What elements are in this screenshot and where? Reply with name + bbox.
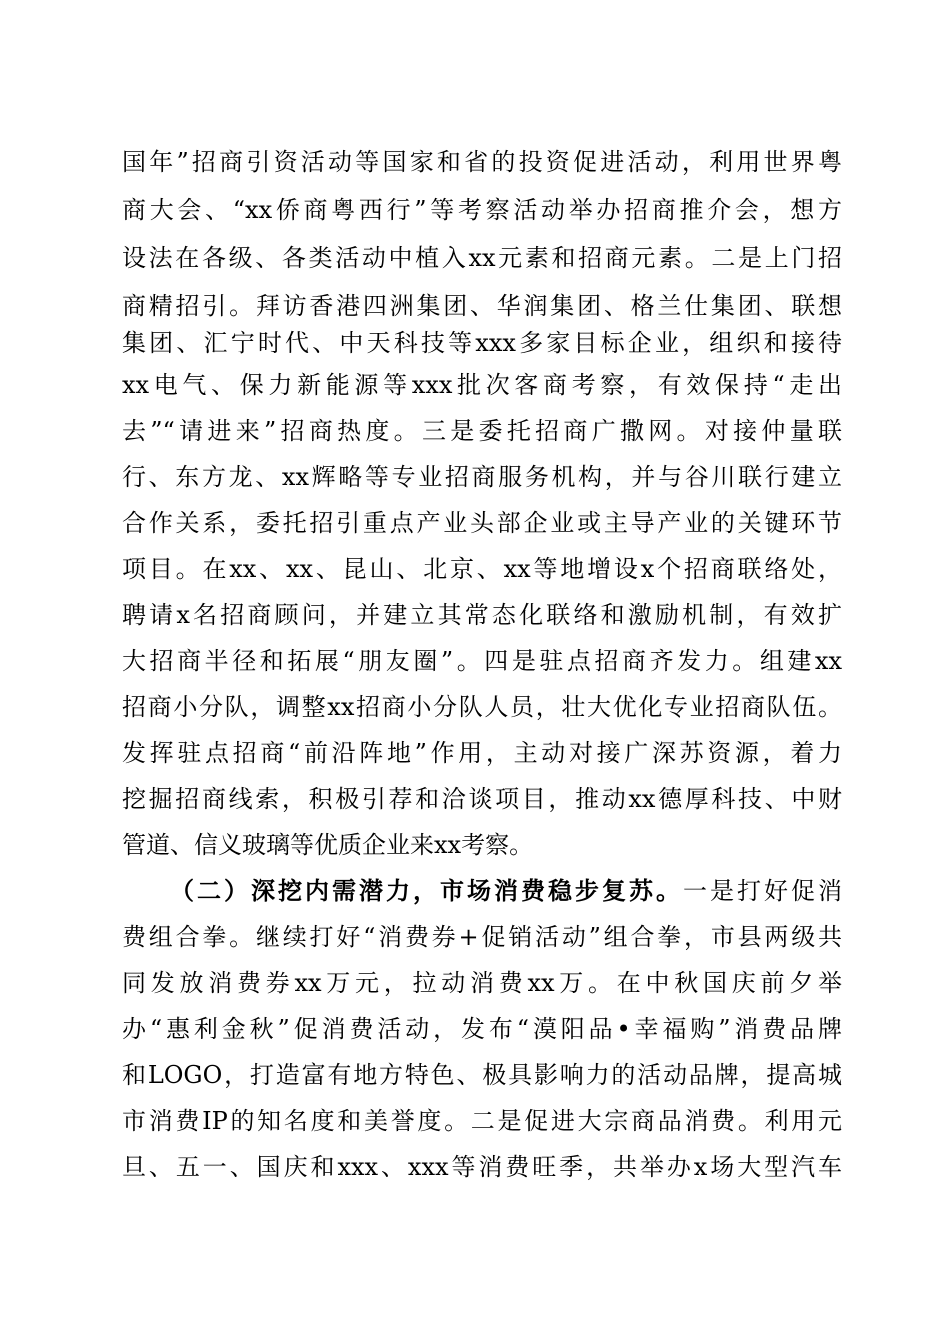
text-line: 国年”招商引资活动等国家和省的投资促进活动，利用世界粤	[122, 148, 842, 176]
text-line: 挖掘招商线索，积极引荐和洽谈项目，推动xx德厚科技、中财	[122, 785, 842, 813]
text-line: 大招商半径和拓展“朋友圈”。四是驻点招商齐发力。组建xx	[122, 647, 842, 675]
text-line: 同发放消费券xx万元，拉动消费xx万。在中秋国庆前夕举	[122, 969, 842, 997]
text-line: 集团、汇宁时代、中天科技等xxx多家目标企业，组织和接待	[122, 329, 842, 357]
text-line: 发挥驻点招商“前沿阵地”作用，主动对接广深苏资源，着力	[122, 739, 842, 767]
text-line: 设法在各级、各类活动中植入xx元素和招商元素。二是上门招	[122, 244, 842, 272]
text-line: 招商小分队，调整xx招商小分队人员，壮大优化专业招商队伍。	[122, 693, 842, 721]
text-line-first	[170, 876, 842, 906]
text-line: 合作关系，委托招引重点产业头部企业或主导产业的关键环节	[122, 509, 842, 537]
text-line: xx电气、保力新能源等xxx批次客商考察，有效保持“走出	[122, 371, 842, 399]
text-line: 费组合拳。继续打好“消费券+促销活动”组合拳，市县两级共	[122, 923, 842, 951]
text-line: 去”“请进来”招商热度。三是委托招商广撒网。对接仲量联	[122, 417, 842, 445]
text-line: 行、东方龙、xx辉略等专业招商服务机构，并与谷川联行建立	[122, 463, 842, 491]
text-line: 商精招引。拜访香港四洲集团、华润集团、格兰仕集团、联想	[122, 292, 842, 320]
text-line: 旦、五一、国庆和xxx、xxx等消费旺季，共举办x场大型汽车	[122, 1153, 842, 1181]
text-line: 办“惠利金秋”促消费活动，发布“漠阳品•幸福购”消费品牌	[122, 1015, 842, 1043]
text-line: 管道、信义玻璃等优质企业来xx考察。	[122, 831, 534, 859]
text-line: 市消费IP的知名度和美誉度。二是促进大宗商品消费。利用元	[122, 1107, 842, 1135]
text-line: 和LOGO，打造富有地方特色、极具影响力的活动品牌，提高城	[122, 1061, 842, 1089]
text-line: 聘请x名招商顾问，并建立其常态化联络和激励机制，有效扩	[122, 601, 842, 629]
text-run: 一是打好促消	[683, 877, 842, 905]
text-line: 商大会、“xx侨商粤西行”等考察活动举办招商推介会，想方	[122, 196, 842, 224]
section-heading: （二）深挖内需潜力，市场消费稳步复苏。	[170, 876, 683, 905]
text-line: 项目。在xx、xx、昆山、北京、xx等地增设x个招商联络处，	[122, 555, 842, 583]
